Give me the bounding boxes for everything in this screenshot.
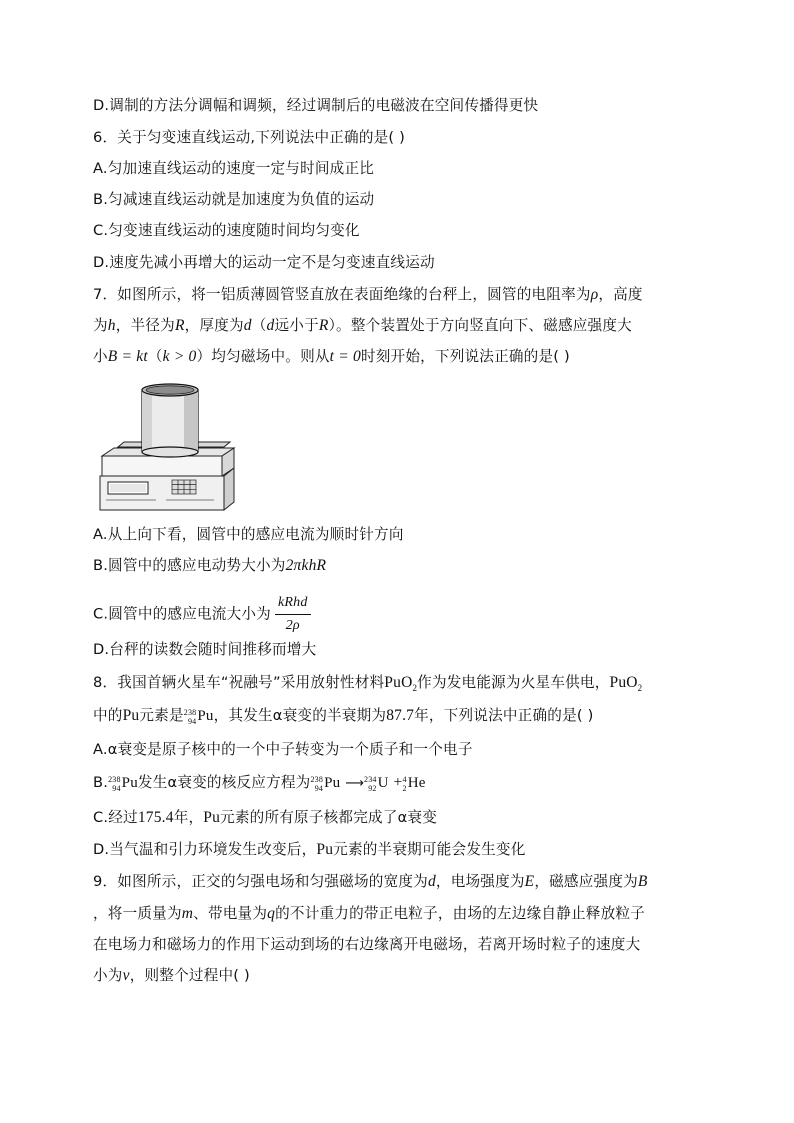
option-b-q6: B.匀减速直线运动就是加速度为负值的运动	[93, 191, 375, 208]
question-8-line1: 8．我国首辆火星车“祝融号”采用放射性材料PuO$_2$作为发电能源为火星车供电，PuO$_2$	[93, 674, 643, 693]
option-d-q8: D.当气温和引力环境发生改变后，Pu元素的半衰期可能会发生变化	[93, 841, 526, 858]
option-d-q5: D.调制的方法分调幅和调频，经过调制后的电磁波在空间传播得更快	[93, 97, 539, 114]
option-d-q6: D.速度先减小再增大的运动一定不是匀变速直线运动	[93, 254, 435, 271]
question-7-line3: 小B = kt（k > 0）均匀磁场中。则从t = 0时刻开始，下列说法正确的是( )	[93, 348, 570, 365]
question-9-line2: ，将一质量为m、带电量为q的不计重力的带正电粒子，由场的左边缘自静止释放粒子	[93, 905, 645, 922]
electronic-scale-with-cylinder-icon	[96, 376, 236, 516]
question-9-line3: 在电场力和磁场力的作用下运动到场的右边缘离开电磁场，若离开场时粒子的速度大	[93, 936, 641, 953]
current-fraction: $\frac{\text{kRhd}}{2\rho}$	[275, 593, 311, 636]
option-d-q7: D.台秤的读数会随时间推移而增大	[93, 641, 317, 658]
option-a-q6: A.匀加速直线运动的速度一定与时间成正比	[93, 160, 375, 177]
question-9-line4: 小为v，则整个过程中( )	[93, 967, 250, 984]
option-c-q8: C.经过175.4年，Pu元素的所有原子核都完成了α衰变	[93, 809, 438, 826]
option-c-q7: C.圆管中的感应电流大小为 $\frac{\text{kRhd}}{2\rho}$	[93, 593, 311, 636]
question-8-line2: 中的Pu元素是 238 94 Pu，其发生α衰变的半衰期为87.7年，下列说法中正确的是( )	[93, 707, 594, 726]
question-7-line2: 为h，半径为R，厚度为d（d远小于R）。整个装置处于方向竖直向下、磁感应强度大	[93, 317, 632, 334]
option-c-q6: C.匀变速直线运动的速度随时间均匀变化	[93, 222, 360, 239]
option-a-q7: A.从上向下看，圆管中的感应电流为顺时针方向	[93, 526, 404, 543]
option-b-q8: B. 238 94 Pu发生α衰变的核反应方程为 238 94 Pu ⟶ 234 92 U + 4 2 He	[93, 774, 426, 793]
question-9-line1: 9．如图所示，正交的匀强电场和匀强磁场的宽度为d，电场强度为E，磁感应强度为B	[93, 873, 648, 890]
option-a-q8: A.α衰变是原子核中的一个中子转变为一个质子和一个电子	[93, 741, 473, 758]
question-7-line1: 7．如图所示，将一铝质薄圆管竖直放在表面绝缘的台秤上，圆管的电阻率为ρ，高度	[93, 286, 643, 303]
option-b-q7: B.圆管中的感应电动势大小为2πkhR	[93, 557, 327, 574]
question-6: 6．关于匀变速直线运动,下列说法中正确的是( )	[93, 129, 406, 146]
